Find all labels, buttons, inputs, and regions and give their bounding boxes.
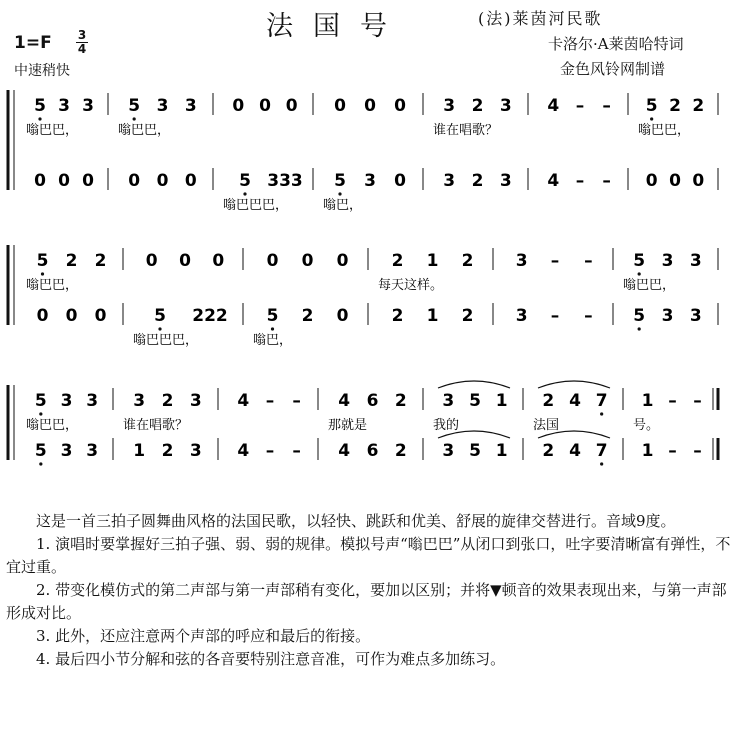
- jianpu-note: 5: [239, 171, 251, 191]
- jianpu-note: 3: [86, 391, 99, 411]
- jianpu-note: –: [292, 441, 301, 461]
- jianpu-note: –: [668, 441, 677, 461]
- notes-item-2: 2. 带变化模仿式的第二声部与第一声部稍有变化，要加以区别；并将▼顿音的效果表现出来，与第一声部形成对比。: [6, 581, 727, 622]
- song-origin: (法)莱茵河民歌: [478, 9, 603, 28]
- low-octave-dot: [638, 327, 641, 330]
- lyric-text: 法国: [533, 418, 560, 433]
- lyric-text: 嗡巴巴巴，: [133, 333, 199, 348]
- jianpu-note: 7: [595, 441, 608, 461]
- jianpu-note: 2: [65, 251, 78, 271]
- jianpu-note: 1: [495, 391, 508, 411]
- jianpu-note: 0: [128, 171, 141, 191]
- low-octave-dot: [600, 462, 603, 465]
- jianpu-note: 4: [569, 441, 581, 461]
- jianpu-note: 3: [156, 96, 169, 116]
- jianpu-note: 3: [515, 251, 528, 271]
- jianpu-note: 1: [495, 441, 508, 461]
- jianpu-note: –: [584, 251, 593, 271]
- jianpu-note: 2: [471, 171, 484, 191]
- lyric-text: 谁在唱歌？: [123, 418, 189, 433]
- notes-item-3: 3. 此外，还应注意两个声部的呼应和最后的衔接。: [36, 627, 371, 645]
- jianpu-note: –: [693, 441, 702, 461]
- lyric-text: 嗡巴巴巴，: [223, 198, 289, 213]
- low-octave-dot: [600, 412, 603, 415]
- jianpu-note: 5: [633, 251, 646, 271]
- lyric-text: 嗡巴巴，: [26, 418, 79, 433]
- jianpu-note: 4: [237, 391, 250, 411]
- lyric-text: 嗡巴巴，: [26, 123, 79, 138]
- jianpu-note: 2: [394, 441, 407, 461]
- jianpu-score: [0, 80, 740, 505]
- low-octave-dot: [650, 117, 653, 120]
- jianpu-note: 0: [36, 306, 49, 326]
- jianpu-note: –: [550, 306, 560, 326]
- jianpu-note: 3: [515, 306, 528, 326]
- jianpu-note: –: [584, 306, 593, 326]
- jianpu-note: 0: [301, 251, 314, 271]
- jianpu-note: 0: [82, 171, 94, 191]
- jianpu-note: 5: [36, 251, 49, 271]
- jianpu-note: 1: [641, 441, 654, 461]
- jianpu-note: 4: [338, 441, 351, 461]
- jianpu-note: 2: [161, 441, 174, 461]
- jianpu-note: 3: [60, 441, 73, 461]
- lyric-text: 嗡巴，: [323, 198, 363, 213]
- jianpu-note: –: [602, 96, 611, 116]
- low-octave-dot: [39, 412, 42, 415]
- jianpu-note: 0: [145, 251, 158, 271]
- jianpu-note: 4: [338, 391, 351, 411]
- jianpu-note: –: [693, 391, 702, 411]
- jianpu-note: 3: [499, 96, 512, 116]
- jianpu-note: 5: [154, 306, 166, 326]
- lyric-text: 嗡巴巴，: [118, 123, 171, 138]
- jianpu-note: 3: [189, 441, 202, 461]
- jianpu-note: 3: [60, 391, 73, 411]
- lyric-text: 号。: [633, 418, 660, 433]
- lyricist-credit: 卡洛尔·A莱茵哈特词: [548, 35, 684, 53]
- jianpu-note: 3: [443, 96, 456, 116]
- jianpu-note: –: [265, 441, 275, 461]
- time-signature-top: 3: [77, 28, 87, 42]
- slur-mark: [538, 381, 610, 388]
- jianpu-note: 222: [192, 306, 228, 326]
- jianpu-note: 3: [443, 171, 456, 191]
- low-octave-dot: [638, 272, 641, 275]
- jianpu-note: 3: [82, 96, 94, 116]
- jianpu-note: 3: [442, 441, 455, 461]
- lyric-text: 那就是: [328, 418, 368, 433]
- low-octave-dot: [133, 117, 136, 120]
- jianpu-note: 0: [259, 96, 271, 116]
- jianpu-note: 5: [266, 306, 279, 326]
- jianpu-note: 1: [133, 441, 146, 461]
- jianpu-note: 2: [391, 251, 404, 271]
- jianpu-note: 1: [641, 391, 654, 411]
- jianpu-note: –: [292, 391, 301, 411]
- song-title: 法国号: [266, 11, 407, 42]
- jianpu-note: 0: [669, 171, 681, 191]
- jianpu-note: 0: [34, 171, 46, 191]
- lyric-text: 嗡巴，: [253, 333, 293, 348]
- jianpu-note: 2: [301, 306, 314, 326]
- lyric-text: 嗡巴巴，: [638, 123, 691, 138]
- low-octave-dot: [243, 192, 246, 195]
- jianpu-note: –: [668, 391, 677, 411]
- jianpu-note: 5: [469, 391, 481, 411]
- jianpu-note: –: [575, 96, 585, 116]
- jianpu-note: 0: [65, 306, 78, 326]
- jianpu-note: 2: [542, 441, 555, 461]
- low-octave-dot: [271, 327, 274, 330]
- jianpu-note: 2: [692, 96, 705, 116]
- jianpu-note: 3: [661, 306, 674, 326]
- lyric-text: 嗡巴巴，: [26, 278, 79, 293]
- jianpu-note: 0: [266, 251, 279, 271]
- jianpu-note: 3: [499, 171, 512, 191]
- jianpu-note: 2: [669, 96, 681, 116]
- lyric-text: 谁在唱歌？: [433, 123, 499, 138]
- tempo-marking: 中速稍快: [14, 63, 70, 79]
- jianpu-note: –: [602, 171, 611, 191]
- jianpu-note: –: [265, 391, 275, 411]
- jianpu-note: 0: [336, 306, 349, 326]
- lyric-text: 每天这样。: [378, 278, 444, 293]
- jianpu-note: 0: [156, 171, 169, 191]
- jianpu-note: 3: [689, 306, 702, 326]
- jianpu-note: 3: [58, 96, 70, 116]
- jianpu-note: 0: [394, 171, 406, 191]
- jianpu-note: 2: [461, 306, 474, 326]
- key-signature: 1=F: [14, 33, 52, 53]
- jianpu-note: –: [575, 171, 585, 191]
- notes-item-4: 4. 最后四小节分解和弦的各音要特别注意音准，可作为难点多加练习。: [36, 650, 506, 668]
- jianpu-note: 0: [212, 251, 225, 271]
- jianpu-note: 0: [179, 251, 191, 271]
- jianpu-note: 3: [689, 251, 702, 271]
- jianpu-note: 0: [58, 171, 70, 191]
- jianpu-note: 3: [661, 251, 674, 271]
- lyric-text: 嗡巴巴，: [623, 278, 676, 293]
- jianpu-note: 5: [128, 96, 141, 116]
- low-octave-dot: [158, 327, 161, 330]
- jianpu-note: 3: [184, 96, 197, 116]
- jianpu-note: 2: [471, 96, 484, 116]
- notes-item-1: 1. 演唱时要掌握好三拍子强、弱、弱的规律。模拟号声“嗡巴巴”从闭口到张口，吐字要清晰富有弹性，不宜过重。: [6, 535, 731, 576]
- jianpu-note: 1: [426, 306, 439, 326]
- jianpu-note: 4: [237, 441, 250, 461]
- performance-notes: [0, 510, 740, 671]
- jianpu-note: 3: [364, 171, 376, 191]
- jianpu-note: 2: [461, 251, 474, 271]
- jianpu-note: 2: [542, 391, 555, 411]
- jianpu-note: 5: [34, 96, 46, 116]
- slur-mark: [438, 381, 510, 388]
- jianpu-note: 2: [94, 251, 107, 271]
- jianpu-note: 2: [391, 306, 404, 326]
- jianpu-note: 6: [366, 391, 379, 411]
- jianpu-note: 5: [469, 441, 481, 461]
- low-octave-dot: [38, 117, 41, 120]
- jianpu-note: 5: [633, 306, 646, 326]
- jianpu-note: 3: [442, 391, 455, 411]
- notes-intro: 这是一首三拍子圆舞曲风格的法国民歌，以轻快、跳跃和优美、舒展的旋律交替进行。音域9度。: [36, 512, 676, 530]
- jianpu-note: 0: [364, 96, 376, 116]
- jianpu-note: 4: [569, 391, 581, 411]
- jianpu-note: –: [550, 251, 560, 271]
- low-octave-dot: [338, 192, 341, 195]
- jianpu-note: 0: [232, 96, 245, 116]
- jianpu-note: 0: [394, 96, 406, 116]
- jianpu-note: 5: [645, 96, 658, 116]
- jianpu-note: 5: [34, 391, 47, 411]
- jianpu-note: 6: [366, 441, 379, 461]
- transcriber-credit: 金色风铃网制谱: [560, 60, 666, 78]
- jianpu-note: 2: [394, 391, 407, 411]
- time-signature: [74, 30, 90, 55]
- jianpu-note: 0: [334, 96, 346, 116]
- jianpu-note: 333: [267, 171, 303, 191]
- time-signature-bottom: 4: [77, 42, 87, 56]
- low-octave-dot: [39, 462, 42, 465]
- low-octave-dot: [41, 272, 44, 275]
- jianpu-note: 0: [94, 306, 107, 326]
- jianpu-note: 3: [133, 391, 146, 411]
- jianpu-note: 0: [336, 251, 349, 271]
- jianpu-note: 3: [189, 391, 202, 411]
- jianpu-note: 2: [161, 391, 174, 411]
- jianpu-note: 0: [184, 171, 197, 191]
- jianpu-note: 5: [334, 171, 346, 191]
- jianpu-note: 3: [86, 441, 99, 461]
- jianpu-note: 1: [426, 251, 439, 271]
- jianpu-note: 0: [285, 96, 298, 116]
- jianpu-note: 0: [692, 171, 705, 191]
- jianpu-note: 4: [547, 96, 560, 116]
- jianpu-note: 7: [595, 391, 608, 411]
- jianpu-note: 5: [34, 441, 47, 461]
- jianpu-note: 0: [645, 171, 658, 191]
- lyric-text: 我的: [433, 418, 460, 433]
- jianpu-note: 4: [547, 171, 560, 191]
